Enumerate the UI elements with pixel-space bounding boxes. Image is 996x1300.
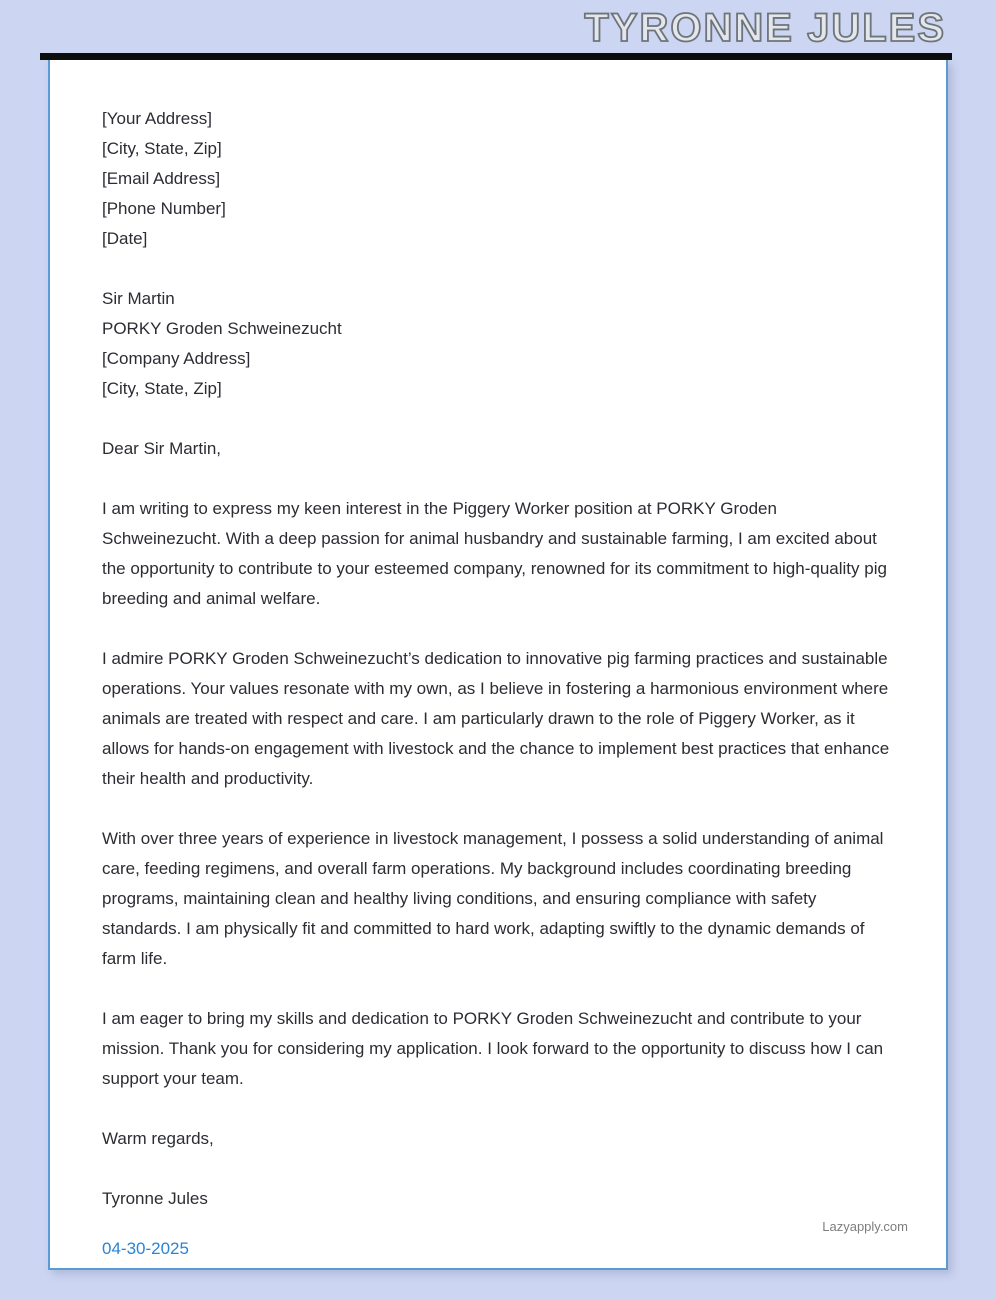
recipient-address-line: [Company Address] — [102, 349, 251, 368]
closing — [102, 1124, 896, 1154]
body-paragraph-4: I am eager to bring my skills and dedication to PORKY Groden Schweinezucht and contribute to your mission. Thank you for considering my application. I look forward to the opportunity to discuss how I can support your team. — [102, 1009, 884, 1088]
letter-date: 04-30-2025 — [102, 1239, 189, 1258]
sender-email-line: [Email Address] — [102, 169, 221, 188]
recipient-address-block — [102, 284, 896, 404]
sender-address-line: [Your Address] — [102, 109, 212, 128]
header-divider-bar — [40, 53, 952, 60]
sender-address-block — [102, 104, 896, 254]
closing-line: Warm regards, — [102, 1129, 214, 1148]
letter-body — [50, 60, 946, 1214]
body-paragraph-1: I am writing to express my keen interest in the Piggery Worker position at PORKY Groden Schweinezucht. With a deep passion for animal husbandry and sustainable farming, I am excited about the opportunity to contribute to your esteemed company, renowned for its commitment to high-quality pig breeding and animal welfare. — [102, 499, 887, 608]
salutation — [102, 434, 896, 464]
recipient-city-line: [City, State, Zip] — [102, 379, 222, 398]
recipient-company-line: PORKY Groden Schweinezucht — [102, 319, 342, 338]
signature — [102, 1184, 896, 1214]
header — [0, 0, 996, 53]
signature-line: Tyronne Jules — [102, 1189, 208, 1208]
body-paragraph-3: With over three years of experience in livestock management, I possess a solid understanding of animal care, feeding regimens, and overall farm operations. My background includes coordinating breeding programs, maintaining clean and healthy living conditions, and ensuring compliance with safety standards. I am physically fit and committed to hard work, adapting swiftly to the dynamic demands of farm life. — [102, 829, 884, 968]
salutation-line: Dear Sir Martin, — [102, 439, 222, 458]
sender-date-line: [Date] — [102, 229, 148, 248]
sender-phone-line: [Phone Number] — [102, 199, 226, 218]
letter-page — [48, 60, 948, 1270]
body-paragraph-2: I admire PORKY Groden Schweinezucht’s dedication to innovative pig farming practices and sustainable operations. Your values resonate with my own, as I believe in fostering a harmonious environment where animals are treated with respect and care. I am particularly drawn to the role of Piggery Worker, as it allows for hands-on engagement with livestock and the chance to implement best practices that enhance their health and productivity. — [102, 649, 890, 788]
sender-city-line: [City, State, Zip] — [102, 139, 222, 158]
header-name: TYRONNE JULES — [584, 6, 946, 50]
watermark: Lazyapply.com — [822, 1219, 908, 1234]
recipient-name-line: Sir Martin — [102, 289, 175, 308]
